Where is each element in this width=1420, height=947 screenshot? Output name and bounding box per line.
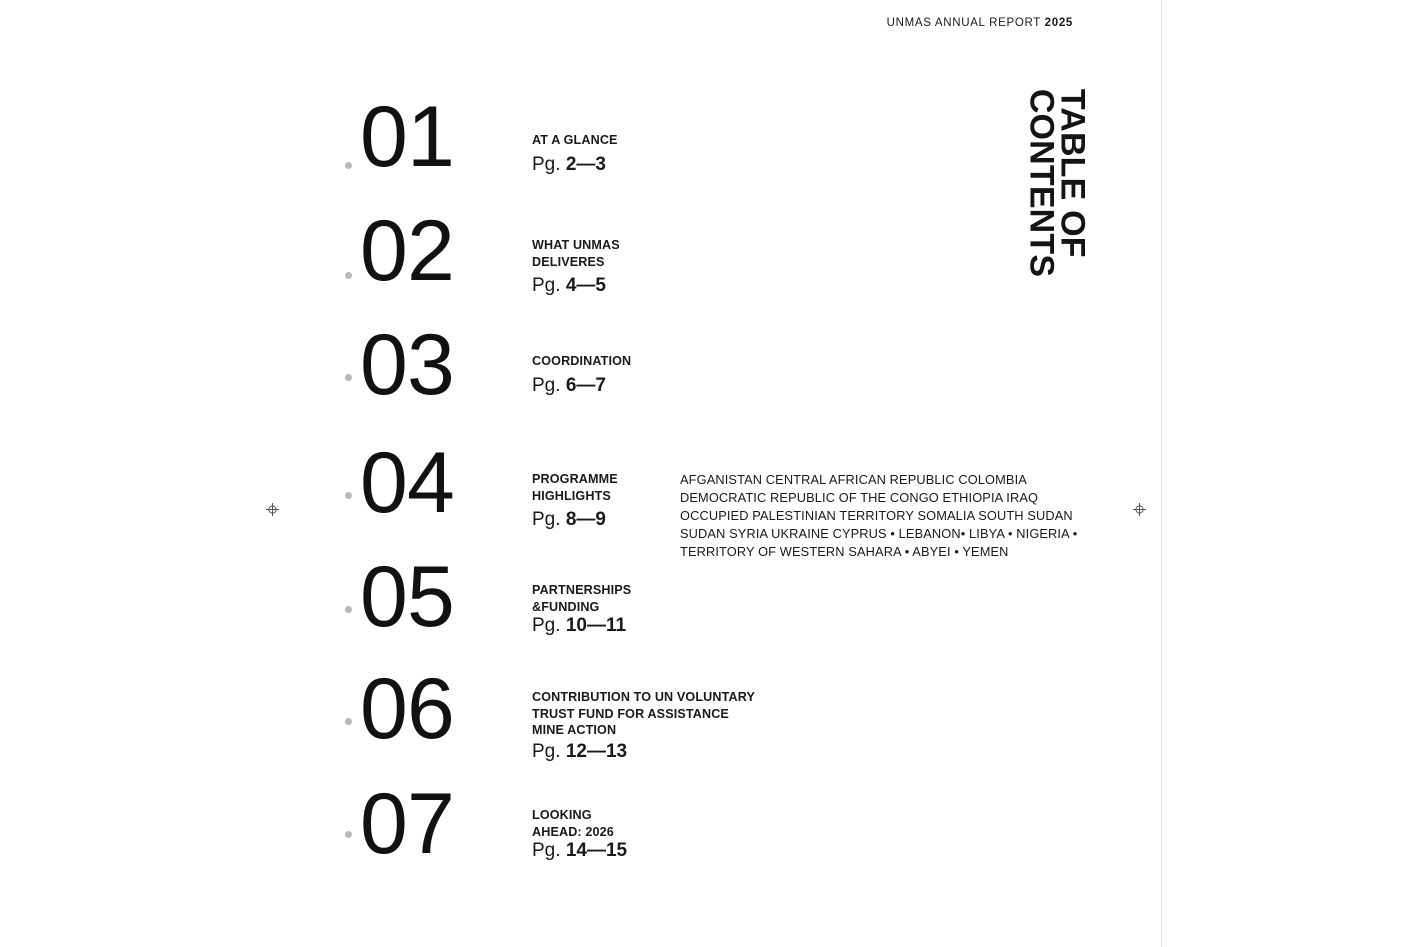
page-title-line-1: TABLE OF (1053, 88, 1092, 258)
toc-entry-meta (532, 544, 680, 637)
toc-entry[interactable] (0, 194, 1161, 310)
bullet-dot-icon (345, 492, 352, 499)
toc-entry[interactable] (0, 424, 1161, 559)
toc-entry-page (532, 615, 680, 637)
toc-entry-page (532, 741, 762, 763)
registration-mark-right-icon (1133, 503, 1146, 516)
bullet-dot-icon (345, 606, 352, 613)
toc-entry-title-line: TRUST FUND FOR ASSISTANCE (532, 706, 729, 721)
toc-entry-title-line: PROGRAMME (532, 472, 618, 486)
header-report-year: 2025 (1044, 17, 1073, 29)
bullet-dot-icon (345, 831, 352, 838)
page-range: 4—5 (565, 275, 606, 297)
toc-entry-number: 02 (360, 203, 454, 299)
toc-entry-number: 01 (360, 89, 454, 185)
toc-entry-number: 04 (360, 435, 454, 531)
toc-entry-country-list: AFGANISTAN CENTRAL AFRICAN REPUBLIC COLOMBIA DEMOCRATIC REPUBLIC OF THE CONGO ETHIOPIA IRAQ OCCUPIED PALESTINIAN TERRITORY SOMALIA SOUTH SUDAN SUDAN SYRIA UKRAINE CYPRUS • LEBANON• LIBYA • NIGERIA • TERRITORY OF WESTERN SAHARA • ABYEI • YEMEN (680, 472, 1078, 559)
toc-entry-number: 05 (360, 549, 454, 645)
toc-entry-page (532, 509, 680, 531)
page-label: Pg. (532, 374, 561, 396)
toc-entry-title-line: AT A GLANCE (532, 133, 618, 147)
toc-entry-meta (532, 424, 680, 531)
toc-entry-title-line: MINE ACTION (532, 723, 617, 738)
page-label: Pg. (532, 275, 561, 297)
page-label: Pg. (532, 615, 561, 637)
toc-entry-meta (532, 194, 680, 297)
page-label: Pg. (532, 153, 561, 175)
running-header (0, 17, 1073, 29)
toc-entry-page (532, 840, 680, 862)
toc-entry-page (532, 275, 680, 297)
page-range: 10—11 (565, 615, 627, 637)
toc-entry[interactable] (0, 654, 1161, 769)
toc-entry-title-line: COORDINATION (532, 354, 632, 368)
toc-entry-title-line: WHAT UNMAS (532, 238, 620, 252)
toc-entry[interactable] (0, 544, 1161, 654)
page-label: Pg. (532, 741, 561, 763)
page-range: 6—7 (565, 374, 606, 396)
page-range: 12—13 (565, 741, 628, 763)
page-label: Pg. (532, 509, 561, 531)
toc-entry-title-line: DELIVERES (532, 254, 605, 269)
toc-entry-meta (532, 310, 680, 397)
header-report-label: UNMAS ANNUAL REPORT (886, 17, 1041, 29)
page-range: 8—9 (565, 509, 606, 531)
bullet-dot-icon (345, 374, 352, 381)
toc-entry-title-line: CONTRIBUTION TO UN VOLUNTARY (532, 690, 755, 704)
toc-entry-meta (532, 104, 680, 176)
page-range: 14—15 (565, 840, 628, 862)
table-of-contents (0, 89, 1161, 879)
toc-entry-title-line: LOOKING (532, 808, 592, 822)
toc-entry-meta (532, 654, 762, 763)
toc-entry-title-line: AHEAD: 2026 (532, 824, 614, 839)
toc-entry-number: 03 (360, 317, 454, 413)
page-edge-divider (1161, 0, 1162, 947)
toc-entry-meta (532, 769, 680, 862)
toc-entry-page (532, 375, 680, 397)
bullet-dot-icon (345, 718, 352, 725)
page-label: Pg. (532, 840, 561, 862)
toc-entry-number: 07 (360, 776, 454, 872)
toc-entry[interactable] (0, 310, 1161, 424)
registration-mark-left-icon (266, 503, 279, 516)
bullet-dot-icon (345, 272, 352, 279)
toc-entry-title-line: &FUNDING (532, 599, 600, 614)
page-range: 2—3 (565, 153, 606, 175)
toc-entry-number: 06 (360, 661, 454, 757)
toc-entry[interactable] (0, 769, 1161, 879)
toc-entry-title-line: PARTNERSHIPS (532, 583, 632, 597)
bullet-dot-icon (345, 162, 352, 169)
page-title-line-2: CONTENTS (1022, 88, 1060, 278)
toc-entry-page (532, 154, 680, 176)
toc-entry-title-line: HIGHLIGHTS (532, 488, 611, 503)
